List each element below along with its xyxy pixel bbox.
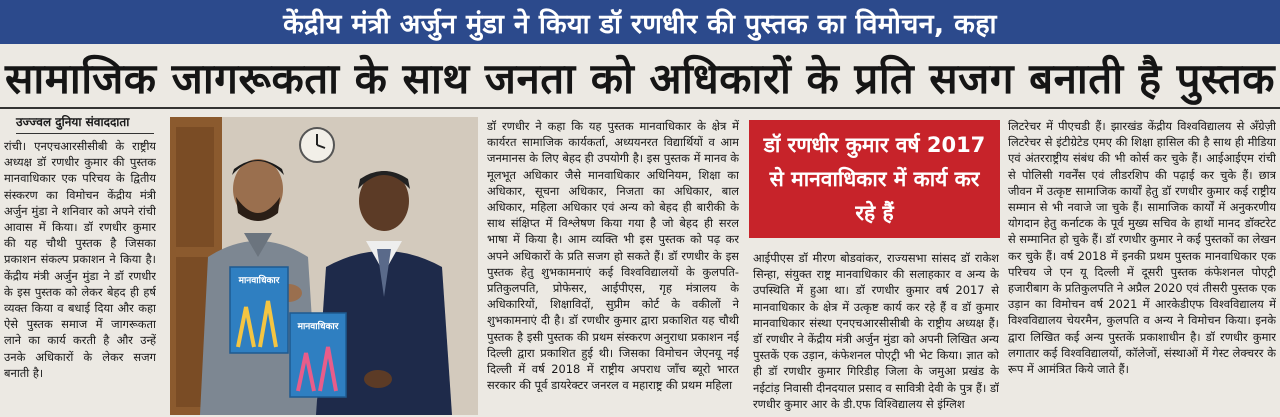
book-title-right: मानवाधिकार (297, 322, 339, 332)
book-right (290, 313, 346, 397)
kicker-banner (0, 0, 1280, 44)
news-photo (170, 117, 478, 415)
pull-quote-box (749, 120, 1000, 238)
column-5-text: लिटरेचर में पीएचडी हैं। झारखंड केंद्रीय विश्वविद्यालय से अँग्रेज़ी लिटरेचर से इंटीग्रेटेड एमए की शिक्षा हासिल की है साथ ही मीडिया एवं अंतरराष्ट्रीय संबंध की भी कोर्स कर चुके हैं। आईआईएम रांची से पोलिसी गवर्नेंस एवं लीडरशिप की पढ़ाई कर चुके हैं। छात्र जीवन में उत्कृष्ट सामाजिक कार्यों हेतु डॉ रणधीर कुमार कई राष्ट्रीय सम्मान से भी नवाजे जा चुके हैं। सामाजिक कार्यों में अनुकरणीय योगदान हेतु कर्नाटक के पूर्व मुख्य सचिव के हाथों मानद डॉक्टरेट से सम्मानित हो चुके हैं। डॉ रणधीर कुमार ने कई पुस्तकों का लेखन कर चुके हैं। वर्ष 2018 में इनकी प्रथम पुस्तक मानवाधिकार एक परिचय जे एन यू दिल्ली में दूसरी पुस्तक कंफेशनल पोएट्री हजारीबाग के प्रतिकुलपति ने अप्रैल 2020 एवं तीसरी पुस्तक एक उड़ान का विमोचन वर्ष 2021 में आरकेडीएफ विश्वविद्यालय में विश्वविद्यालय चेयरमैन, कुलपति व अन्य ने विमोचन किया। इनके द्वारा लिखित कई अन्य पुस्तकें प्रकाशाधीन है। डॉ रणधीर कुमार लगातार कई विश्वविद्यालयों, कॉलेजों, संस्थाओं में गेस्ट लेक्चरर के रूप में आमंत्रित किये जाते हैं। (1008, 119, 1276, 377)
column-1-text: रांची। एनएचआरसीसीबी के राष्ट्रीय अध्यक्ष डॉ रणधीर कुमार की पुस्तक मानवाधिकार एक परिचय के द्वितीय संस्करण का विमोचन केंद्रीय मंत्री अर्जुन मुंडा ने शनिवार को अपने रांची आवास में किया। डॉ रणधीर कुमार की यह चौथी पुस्तक है जिसका प्रकाशन संकल्प प्रकाशन ने किया है। केंद्रीय मंत्री अर्जुन मुंडा ने डॉ रणधीर के इस पुस्तक को लेकर बेहद ही हर्ष व्यक्त किया व बधाई दिया और कहा ऐसे पुस्तक समाज में जागरूकता लाने का कार्य करती है और उन्हें उनके अधिकारों के लेकर सजग बनाती है। (4, 139, 156, 380)
photo-illustration (170, 117, 478, 415)
byline: उज्ज्वल दुनिया संवाददाता (16, 113, 154, 134)
article-column-1 (4, 138, 156, 417)
article-column-3 (487, 118, 739, 414)
headline (0, 48, 1280, 106)
column-4-text: आईपीएस डॉ मीरण बोडवांकर, राज्यसभा सांसद डॉ राकेश सिन्हा, संयुक्त राष्ट्र मानवाधिकार की सलाहकार व अन्य के उपस्थिति में हुआ था। डॉ रणधीर कुमार वर्ष 2017 से मानवाधिकार के क्षेत्र में उत्कृष्ट कार्य कर रहे हैं व डॉ कुमार मानवाधिकार संस्था एनएचआरसीसीबी के राष्ट्रीय अध्यक्ष हैं। डॉ रणधीर ने केंद्रीय मंत्री अर्जुन मुंडा को अपनी लिखित अन्य पुस्तकें एक उड़ान, कंफेशनल पोएट्री भी भेट किया। ज्ञात को ही डॉ रणधीर कुमार गिरिडीह जिला के जमुआ प्रखंड के नईटांड़ निवासी दीनदयाल प्रसाद व सावित्री देवी के पुत्र हैं। डॉ रणधीर कुमार आर के डी.एफ विश्विद्यालय से इंग्लिश (753, 251, 999, 411)
column-3-text: डॉ रणधीर ने कहा कि यह पुस्तक मानवाधिकार के क्षेत्र में कार्यरत सामाजिक कार्यकर्ता, अध्ययनरत विद्यार्थियों व आम जनमानस के लिए बेहद ही उपयोगी है। इस पुस्तक में मानव के मूलभूत अधिकार जैसे मानवाधिकार अधिनियम, शिक्षा का अधिकार, सूचना अधिकार, निजता का अधिकार, बाल अधिकार, महिला अधिकार एवं अन्य को बेहद ही बारीकी के साथ संक्षिप्त में विश्लेषण किया गया है जो बेहद ही सरल भाषा में किया है। आम व्यक्ति भी इस पुस्तक को पढ़ कर अपने अधिकारों के प्रति सजग हो सकते हैं। डॉ रणधीर के इस पुस्तक हेतु शुभकामनाएं कई विश्वविद्यालयों के कुलपति-प्रतिकुलपति, प्रोफेसर, आईपीएस, गृह मंत्रालय के अधिकारियों, शिक्षाविदों, सुप्रीम कोर्ट के वकीलों ने शुभकामनाएं दी है। डॉ रणधीर कुमार द्वारा प्रकाशित यह चौथी पुस्तक है इसी पुस्तक की प्रथम संस्करण अनुराधा प्रकाशन नई दिल्ली द्वारा प्रकाशित हुई थी। जिसका विमोचन जेएनयू नई दिल्ली में वर्ष 2018 में राष्ट्रीय अपराध जाँच ब्यूरो भारत सरकार की पूर्व डायरेक्टर जनरल व महाराष्ट्र की प्रथम महिला (487, 119, 739, 393)
book-title-left: मानवाधिकार (238, 276, 280, 286)
pull-quote-text: डॉ रणधीर कुमार वर्ष 2017 से मानवाधिकार में कार्य कर रहे हैं (763, 133, 986, 225)
article-column-4 (753, 250, 999, 415)
book-left (230, 267, 288, 353)
article-column-5 (1008, 118, 1276, 414)
kicker-text: केंद्रीय मंत्री अर्जुन मुंडा ने किया डॉ रणधीर की पुस्तक का विमोचन, कहा (283, 8, 997, 40)
headline-rule (0, 107, 1280, 109)
headline-text: सामाजिक जागरूकता के साथ जनता को अधिकारों के प्रति सजग बनाती है पुस्तक (4, 53, 1276, 103)
